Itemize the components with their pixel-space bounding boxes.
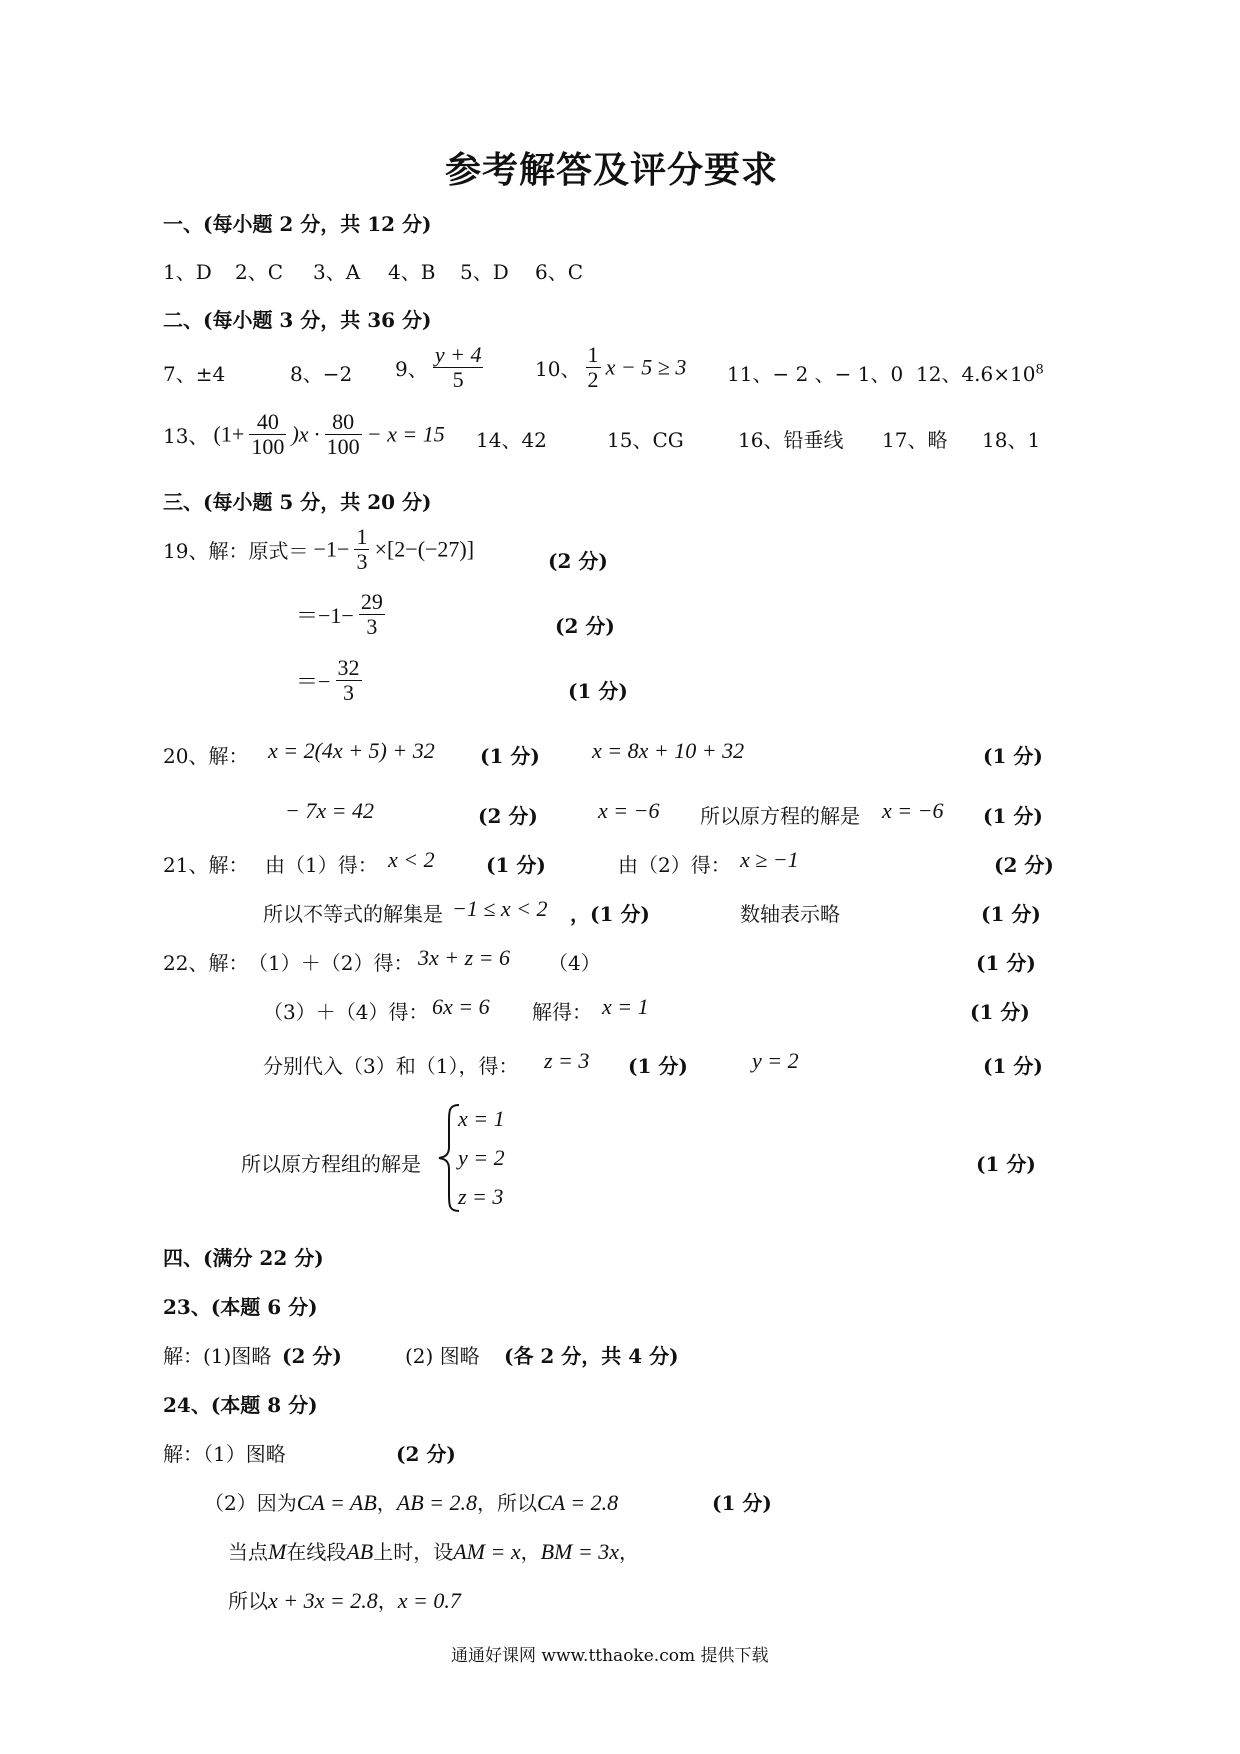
q19-line3-fraction bbox=[336, 656, 362, 705]
q19-line3-term: ＝− bbox=[296, 669, 331, 695]
answer-q12-value: 12、4.6×10 bbox=[916, 362, 1036, 386]
q24-comma-2: ， bbox=[520, 1540, 541, 1564]
q24-eq-sum: x + 3x = 2.8 bbox=[268, 1588, 378, 1613]
q24-eq-ab: AB = 2.8 bbox=[396, 1490, 478, 1515]
answer-q4: 4、B bbox=[388, 260, 436, 284]
section-heading-1: 一、(每小题 2 分，共 12 分) bbox=[163, 212, 432, 236]
answer-q13-number: 13、 bbox=[163, 424, 209, 449]
q19-term-b: ×[2−(−27)] bbox=[374, 536, 475, 562]
answer-q15: 15、CG bbox=[607, 428, 684, 452]
answer-q14: 14、42 bbox=[476, 428, 547, 452]
q24-comma-3: ， bbox=[618, 1540, 639, 1564]
answer-q11: 11、− 2 、− 1、0 bbox=[727, 362, 904, 386]
q19-fraction bbox=[354, 525, 369, 574]
fraction-numerator: 40 bbox=[249, 410, 286, 435]
q19-term-a: −1− bbox=[313, 536, 350, 562]
q22-line-2-solve-eq: x = 1 bbox=[602, 994, 649, 1019]
q21-score-4: (1 分) bbox=[981, 902, 1041, 926]
q20-score-2: (1 分) bbox=[983, 744, 1043, 768]
answer-q13 bbox=[163, 410, 445, 459]
q21-step-1-text: 由（1）得： bbox=[265, 853, 378, 877]
q19-score-2: (2 分) bbox=[555, 614, 615, 638]
q19-line-2 bbox=[296, 590, 385, 639]
answer-q2: 2、C bbox=[235, 260, 284, 284]
q24-part-1: 解：（1）图略 bbox=[163, 1442, 286, 1466]
q22-line-3-eq: z = 3 bbox=[544, 1048, 590, 1073]
q22-system-text: 所以原方程组的解是 bbox=[241, 1152, 421, 1176]
q24-so-text-2: 所以 bbox=[228, 1589, 268, 1613]
q24-line-3 bbox=[228, 1536, 639, 1565]
fraction-denominator: 3 bbox=[343, 680, 355, 706]
answer-q16: 16、铅垂线 bbox=[738, 428, 844, 452]
fraction-denominator: 3 bbox=[366, 614, 378, 640]
q21-score-1: (1 分) bbox=[486, 853, 546, 877]
answer-q10-fraction bbox=[586, 343, 601, 392]
q19-line-3 bbox=[296, 656, 362, 705]
q20-eq-5: x = −6 bbox=[882, 798, 944, 823]
q24-score-1: (2 分) bbox=[396, 1442, 456, 1466]
q22-score-5: (1 分) bbox=[976, 1152, 1036, 1176]
q19-line2-term: ＝−1− bbox=[296, 603, 354, 629]
q19-score-1: (2 分) bbox=[548, 549, 608, 573]
q22-line-2-text: （3）＋（4）得： bbox=[263, 1000, 429, 1024]
page-title: 参考解答及评分要求 bbox=[445, 150, 779, 191]
fraction-denominator: 3 bbox=[356, 549, 368, 575]
q22-line-2-eq: 6x = 6 bbox=[432, 994, 490, 1019]
q24-eq-ca: CA = 2.8 bbox=[537, 1490, 619, 1515]
q24-point-m: M bbox=[268, 1539, 287, 1564]
q24-because-text: （2）因为 bbox=[204, 1491, 297, 1515]
q22-score-2: (1 分) bbox=[970, 1000, 1030, 1024]
q21-number-line-text: 数轴表示略 bbox=[740, 902, 840, 926]
fraction-denominator: 5 bbox=[452, 367, 464, 393]
q24-segment-ab: AB bbox=[346, 1539, 374, 1564]
q21-solution-text: 所以不等式的解集是 bbox=[263, 902, 443, 926]
section-heading-2: 二、(每小题 3 分，共 36 分) bbox=[163, 308, 432, 332]
q24-let-text: 上时，设 bbox=[373, 1540, 454, 1564]
q13-part-b: )x · bbox=[291, 421, 320, 447]
q13-fraction-1 bbox=[249, 410, 286, 459]
fraction-numerator: 32 bbox=[337, 655, 360, 680]
q22-line-1-tag: （4） bbox=[548, 951, 601, 975]
q19-line-1 bbox=[163, 525, 474, 574]
q24-line-4 bbox=[228, 1585, 461, 1614]
q24-so-text: ，所以 bbox=[477, 1491, 538, 1515]
answer-q6: 6、C bbox=[535, 260, 584, 284]
answer-q12 bbox=[916, 358, 1044, 387]
q20-score-1: (1 分) bbox=[480, 744, 540, 768]
q20-eq-4: x = −6 bbox=[598, 798, 660, 823]
answer-q1: 1、D bbox=[163, 260, 212, 284]
fraction-numerator: y + 4 bbox=[434, 342, 482, 367]
answer-q8: 8、−2 bbox=[290, 362, 353, 386]
q22-line-1-eq: 3x + z = 6 bbox=[418, 945, 511, 970]
answer-q10-number: 10、 bbox=[535, 357, 581, 382]
answer-q3: 3、A bbox=[313, 260, 361, 284]
q24-segment-text: 在线段 bbox=[286, 1540, 347, 1564]
q13-fraction-2 bbox=[325, 410, 362, 459]
answer-q17: 17、略 bbox=[882, 428, 948, 452]
answer-q5: 5、D bbox=[460, 260, 509, 284]
q24-eq-bm: BM = 3x bbox=[540, 1539, 619, 1564]
q20-score-4: (1 分) bbox=[983, 804, 1043, 828]
q13-part-c: − x = 15 bbox=[366, 421, 445, 447]
q13-part-a: (1+ bbox=[213, 421, 245, 447]
answer-q9 bbox=[395, 343, 483, 392]
q22-score-3: (1 分) bbox=[628, 1054, 688, 1078]
q22-line-2-solve-text: 解得： bbox=[532, 1000, 592, 1024]
q23-part-1: 解：(1)图略 bbox=[163, 1344, 272, 1368]
q24-heading: 24、(本题 8 分) bbox=[163, 1393, 318, 1417]
q24-comma-4: ， bbox=[377, 1589, 398, 1613]
fraction-denominator: 100 bbox=[251, 434, 285, 460]
fraction-numerator: 80 bbox=[325, 410, 362, 435]
answer-q12-exponent: 8 bbox=[1035, 362, 1044, 378]
q23-heading: 23、(本题 6 分) bbox=[163, 1295, 318, 1319]
q24-eq-x: x = 0.7 bbox=[397, 1588, 461, 1613]
answer-q10 bbox=[535, 343, 686, 392]
q21-step-2-eq: x ≥ −1 bbox=[740, 847, 799, 872]
q22-line-3-eq-2: y = 2 bbox=[752, 1048, 799, 1073]
q24-eq-ca-ab: CA = AB bbox=[296, 1490, 377, 1515]
q24-when-text: 当点 bbox=[228, 1540, 268, 1564]
q19-line2-fraction bbox=[359, 590, 385, 639]
fraction-denominator: 100 bbox=[326, 434, 360, 460]
answer-q9-fraction bbox=[433, 343, 484, 392]
q20-eq-1: x = 2(4x + 5) + 32 bbox=[268, 738, 435, 763]
section-heading-3: 三、(每小题 5 分，共 20 分) bbox=[163, 490, 432, 514]
fraction-numerator: 1 bbox=[587, 342, 599, 367]
answer-q9-number: 9、 bbox=[395, 357, 428, 382]
q24-eq-am: AM = x bbox=[453, 1539, 521, 1564]
section-heading-4: 四、(满分 22 分) bbox=[163, 1246, 324, 1270]
q22-system-x: x = 1 bbox=[458, 1106, 505, 1131]
q20-eq-3: − 7x = 42 bbox=[285, 798, 374, 823]
q19-score-3: (1 分) bbox=[568, 679, 628, 703]
q21-score-3: ，(1 分) bbox=[570, 902, 650, 926]
answer-q7: 7、±4 bbox=[163, 362, 226, 386]
q21-score-2: (2 分) bbox=[994, 853, 1054, 877]
fraction-numerator: 1 bbox=[356, 524, 368, 549]
answer-q18: 18、1 bbox=[982, 428, 1041, 452]
footer-download-note: 通通好课网 www.tthaoke.com 提供下载 bbox=[451, 1646, 769, 1666]
q21-step-2-text: 由（2）得： bbox=[618, 853, 731, 877]
fraction-numerator: 29 bbox=[360, 589, 383, 614]
q24-score-2: (1 分) bbox=[712, 1491, 772, 1515]
q22-system-z: z = 3 bbox=[458, 1184, 504, 1209]
q20-eq-2: x = 8x + 10 + 32 bbox=[592, 738, 745, 763]
q22-line-3-text: 分别代入（3）和（1），得： bbox=[263, 1054, 519, 1078]
q23-score-2: (各 2 分，共 4 分) bbox=[504, 1344, 679, 1368]
q21-solution-eq: −1 ≤ x < 2 bbox=[452, 896, 548, 921]
answer-q10-inequality: x − 5 ≥ 3 bbox=[605, 354, 687, 380]
q20-prefix: 20、解： bbox=[163, 744, 249, 768]
q23-part-2: (2) 图略 bbox=[405, 1344, 480, 1368]
fraction-denominator: 2 bbox=[587, 367, 599, 393]
q22-score-1: (1 分) bbox=[976, 951, 1036, 975]
q22-system-y: y = 2 bbox=[458, 1145, 505, 1170]
q20-conclusion-text: 所以原方程的解是 bbox=[700, 804, 860, 828]
q22-score-4: (1 分) bbox=[983, 1054, 1043, 1078]
q23-score-1: (2 分) bbox=[282, 1344, 342, 1368]
q24-comma-1: ， bbox=[376, 1491, 397, 1515]
q24-line-2 bbox=[204, 1487, 618, 1516]
q22-line-1-text: （1）＋（2）得： bbox=[248, 951, 414, 975]
q21-prefix: 21、解： bbox=[163, 853, 249, 877]
q21-step-1-eq: x < 2 bbox=[388, 847, 435, 872]
q19-prefix: 19、解：原式＝ bbox=[163, 539, 309, 564]
q20-score-3: (2 分) bbox=[478, 804, 538, 828]
q22-prefix: 22、解： bbox=[163, 951, 249, 975]
